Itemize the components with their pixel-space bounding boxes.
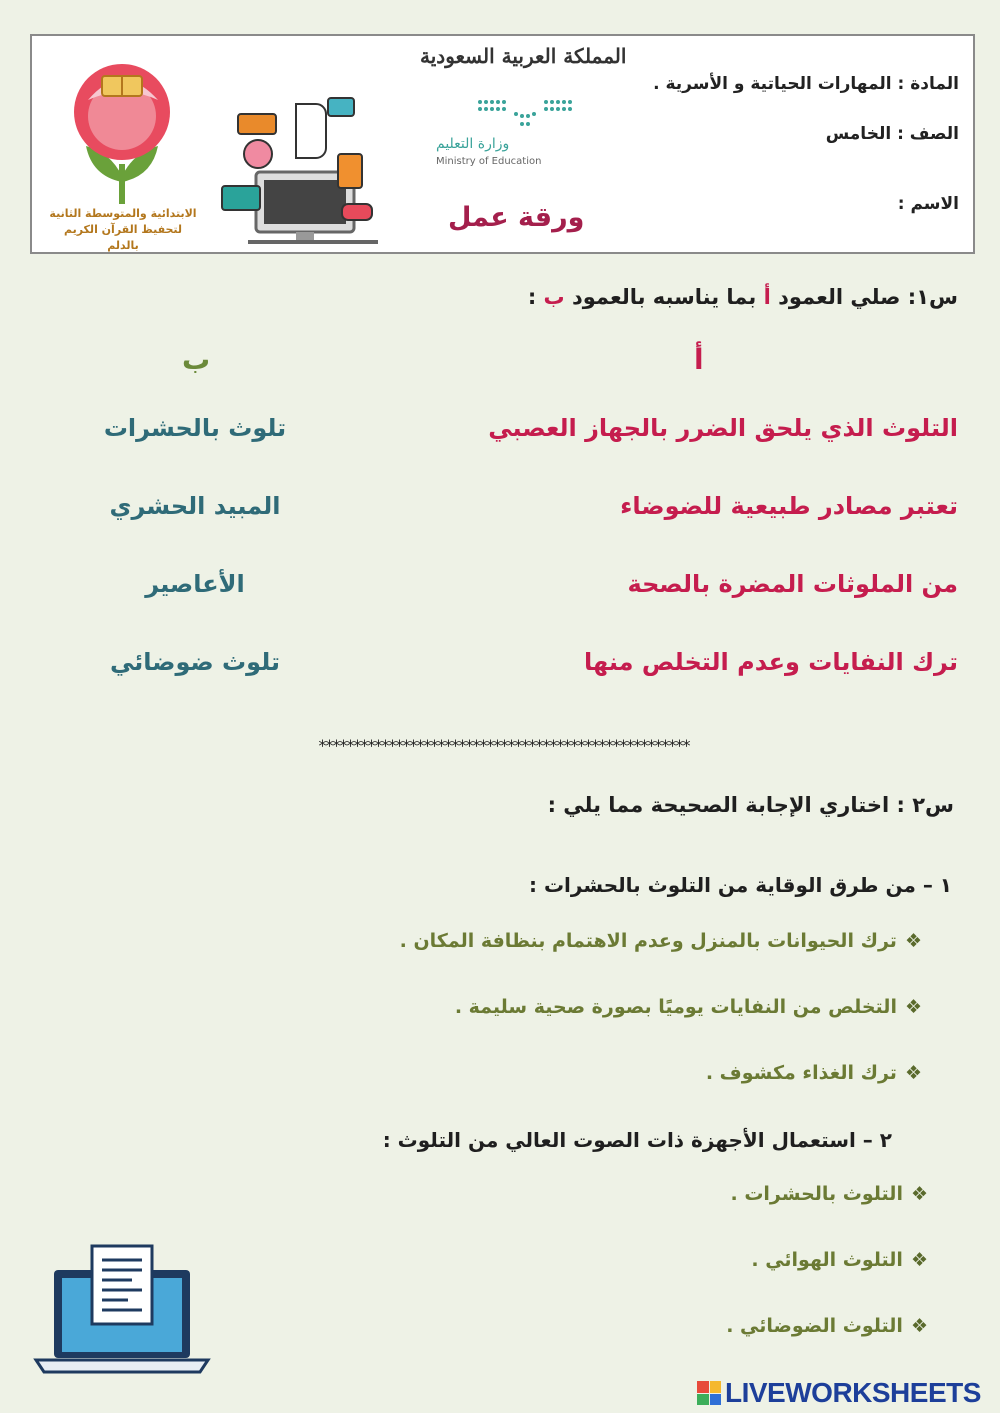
column-a-item[interactable]: التلوث الذي يلحق الضرر بالجهاز العصبي xyxy=(488,414,958,442)
column-a-header: أ xyxy=(694,343,704,376)
column-b-item[interactable]: تلوث ضوضائي xyxy=(109,648,281,676)
liveworksheets-brand[interactable] xyxy=(697,1377,981,1409)
kingdom-calligraphy: المملكة العربية السعودية xyxy=(420,44,627,68)
answer-option[interactable]: ❖ترك الحيوانات بالمنزل وعدم الاهتمام بنظافة المكان . xyxy=(399,930,922,952)
school-rose-logo-icon xyxy=(68,54,176,204)
worksheet-title: ورقة عمل xyxy=(448,202,585,233)
question-2-item-2: ٢ – استعمال الأجهزة ذات الصوت العالي من التلوث : xyxy=(382,1128,892,1152)
bullet-icon: ❖ xyxy=(904,930,922,952)
student-name-label: الاسم : xyxy=(897,194,959,214)
brand-name: LIVEWORKSHEETS xyxy=(725,1377,981,1408)
answer-option[interactable]: ❖التخلص من النفايات يوميًا بصورة صحية سليمة . xyxy=(454,996,922,1018)
column-b-mark: ب xyxy=(543,285,565,309)
ministry-logo-icon xyxy=(474,94,576,130)
ministry-name-arabic: وزارة التعليم xyxy=(436,136,510,152)
column-a-item[interactable]: من الملوثات المضرة بالصحة xyxy=(627,570,958,598)
laptop-document-icon xyxy=(32,1242,212,1377)
subject-field: المادة : المهارات الحياتية و الأسرية . xyxy=(653,74,959,94)
column-b-item[interactable]: المبيد الحشري xyxy=(109,492,281,520)
answer-option[interactable]: ❖التلوث بالحشرات . xyxy=(730,1183,928,1205)
liveworksheets-logo-icon xyxy=(697,1381,721,1405)
bullet-icon: ❖ xyxy=(910,1249,928,1271)
section-separator: ***************************************************** xyxy=(318,736,690,755)
column-b-item[interactable]: الأعاصير xyxy=(145,570,245,598)
bullet-icon: ❖ xyxy=(910,1183,928,1205)
column-b-item[interactable]: تلوث بالحشرات xyxy=(103,414,287,442)
school-name: الابتدائية والمتوسطة الثانية لتحفيظ القرآن الكريم بالدلم xyxy=(49,207,197,252)
ministry-name-english: Ministry of Education xyxy=(436,156,542,167)
question-2-item-1: ١ – من طرق الوقاية من التلوث بالحشرات : xyxy=(528,873,952,897)
bullet-icon: ❖ xyxy=(904,1062,922,1084)
worksheet-header xyxy=(30,34,975,254)
column-b-header: ب xyxy=(182,343,211,376)
grade-field: الصف : الخامس xyxy=(825,124,959,144)
column-a-mark: أ xyxy=(763,285,771,309)
column-a-item[interactable]: ترك النفايات وعدم التخلص منها xyxy=(584,648,958,676)
answer-option[interactable]: ❖التلوث الضوضائي . xyxy=(726,1315,928,1337)
bullet-icon: ❖ xyxy=(910,1315,928,1337)
computer-chat-illustration-icon xyxy=(218,94,383,246)
answer-option[interactable]: ❖التلوث الهوائي . xyxy=(751,1249,928,1271)
answer-option[interactable]: ❖ترك الغذاء مكشوف . xyxy=(705,1062,922,1084)
question-2-title: س٢ : اختاري الإجابة الصحيحة مما يلي : xyxy=(547,793,954,817)
question-1-title: س١: صلي العمود أ بما يناسبه بالعمود ب : xyxy=(527,285,958,309)
column-a-item[interactable]: تعتبر مصادر طبيعية للضوضاء xyxy=(620,492,958,520)
bullet-icon: ❖ xyxy=(904,996,922,1018)
